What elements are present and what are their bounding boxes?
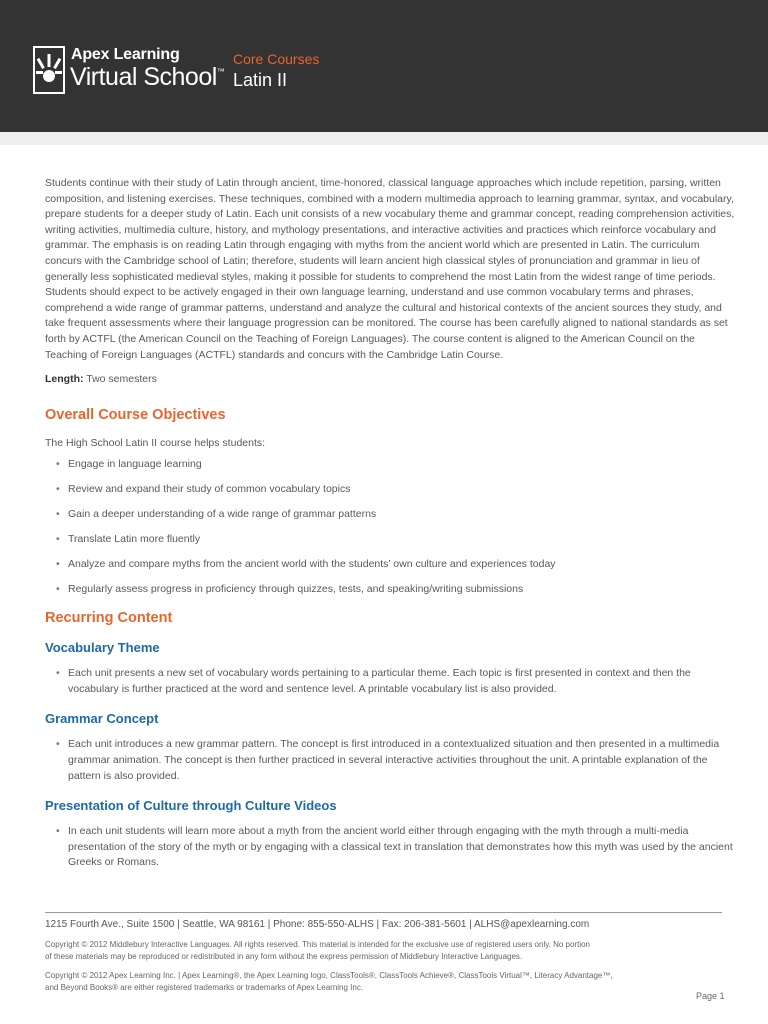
- copyright-apex: [45, 970, 725, 993]
- trademark-symbol: ™: [216, 67, 225, 76]
- copyright-middlebury: [45, 939, 725, 962]
- objective-item: • Translate Latin more fluently: [45, 533, 735, 546]
- apex-logo-icon: [33, 46, 65, 94]
- grammar-concept-text: • Each unit introduces a new grammar pattern. The concept is first introduced in a contextualized situation and then presented in a multimedia grammar animation. The concept is then further practiced in several interactive activities throughout the unit. A printable explanation of the pattern is also provided.: [45, 737, 735, 784]
- objective-item: • Engage in language learning: [45, 458, 735, 471]
- brand-subtitle-text: Virtual School: [70, 63, 217, 91]
- course-length: [45, 373, 735, 385]
- objective-item: • Review and expand their study of common vocabulary topics: [45, 483, 735, 496]
- main-content: [45, 176, 735, 871]
- brand-name: Apex Learning: [71, 46, 180, 63]
- footer-divider: [45, 912, 722, 913]
- copyright-middlebury-line2: of these materials may be reproduced or redistributed in any form without the express permission of Middlebury Interactive Languages.: [45, 951, 523, 961]
- objective-item: • Gain a deeper understanding of a wide range of grammar patterns: [45, 508, 735, 521]
- course-description: Students continue with their study of Latin through ancient, time-honored, classical language approaches which include repetition, parsing, written composition, and listening exercises. These techniques, combined with a modern multimedia approach to learning grammar, syntax, and vocabulary, prepare students for a deeper study of Latin. Each unit consists of a new vocabulary theme and grammar concept, reading comprehension activities, writing activities, multimedia culture, history, and mythology presentations, and interactive activities and practices which reinforce vocabulary and grammar. The emphasis is on reading Latin through engaging with myths from the ancient world which are presented in Latin. The curriculum concurs with the Cambridge school of Latin; therefore, students will learn ancient high classical styles of pronunciation and grammar in lieu of generally less sophisticated medieval styles, making it possible for students to comprehend the most Latin from the widest range of time periods. Students should expect to be actively engaged in their own language learning, understand and use common vocabulary terms and phrases, comprehend a wide range of grammar patterns, understand and analyze the cultural and historical contexts of the ancient sources they study, and take frequent assessments where their language progression can be monitored. The course has been carefully aligned to national standards as set forth by ACTFL (the American Council on the Teaching of Foreign Languages). The course content is aligned to the American Council on the Teaching of Foreign Languages (ACTFL) standards and concurs with the Cambridge Latin Course.: [45, 177, 735, 361]
- objectives-list: [45, 458, 735, 596]
- culture-videos-heading: Presentation of Culture through Culture Videos: [45, 798, 337, 814]
- objective-item: • Analyze and compare myths from the ancient world with the students’ own culture and experiences today: [45, 558, 735, 571]
- vocabulary-theme-heading: Vocabulary Theme: [45, 640, 160, 656]
- course-title: Latin II: [233, 70, 288, 90]
- brand-subtitle: [70, 63, 224, 92]
- grammar-concept-heading: Grammar Concept: [45, 711, 159, 727]
- recurring-heading: Recurring Content: [45, 610, 173, 627]
- header-divider: [0, 132, 768, 145]
- vocabulary-theme-text: • Each unit presents a new set of vocabulary words pertaining to a particular theme. Each topic is first presented in context and then the vocabulary is further practiced at the word and sentence level. A printable vocabulary list is also provided.: [45, 666, 735, 697]
- length-value: Two semesters: [86, 373, 157, 386]
- culture-videos-text: • In each unit students will learn more about a myth from the ancient world either through engaging with the myth through a multi-media presentation of the story of the myth or by engaging with a classical text in translation that demonstrates how this myth was used by the ancient Greeks or Romans.: [45, 824, 735, 871]
- footer-contact: 1215 Fourth Ave., Suite 1500 | Seattle, WA 98161 | Phone: 855-550-ALHS | Fax: 206-381-5601 | ALHS@apexlearning.com: [45, 919, 590, 930]
- copyright-apex-line1: Copyright © 2012 Apex Learning Inc. | Apex Learning®, the Apex Learning logo, ClassTools®, ClassTools Achieve®, ClassTools Virtual™, Literacy Advantage™,: [45, 971, 613, 980]
- length-label: Length:: [45, 373, 84, 386]
- copyright-apex-line2: and Beyond Books® are either registered trademarks or trademarks of Apex Learning Inc.: [45, 982, 364, 992]
- objectives-heading: Overall Course Objectives: [45, 407, 226, 424]
- page-number: Page 1: [696, 991, 725, 1001]
- copyright-middlebury-line1: Copyright © 2012 Middlebury Interactive Languages. All rights reserved. This material is intended for the exclusive use of registered users only. No portion: [45, 940, 590, 949]
- objectives-lead: The High School Latin II course helps students:: [45, 437, 266, 450]
- objective-item: • Regularly assess progress in proficiency through quizzes, tests, and speaking/writing submissions: [45, 583, 735, 596]
- course-category: Core Courses: [233, 51, 320, 67]
